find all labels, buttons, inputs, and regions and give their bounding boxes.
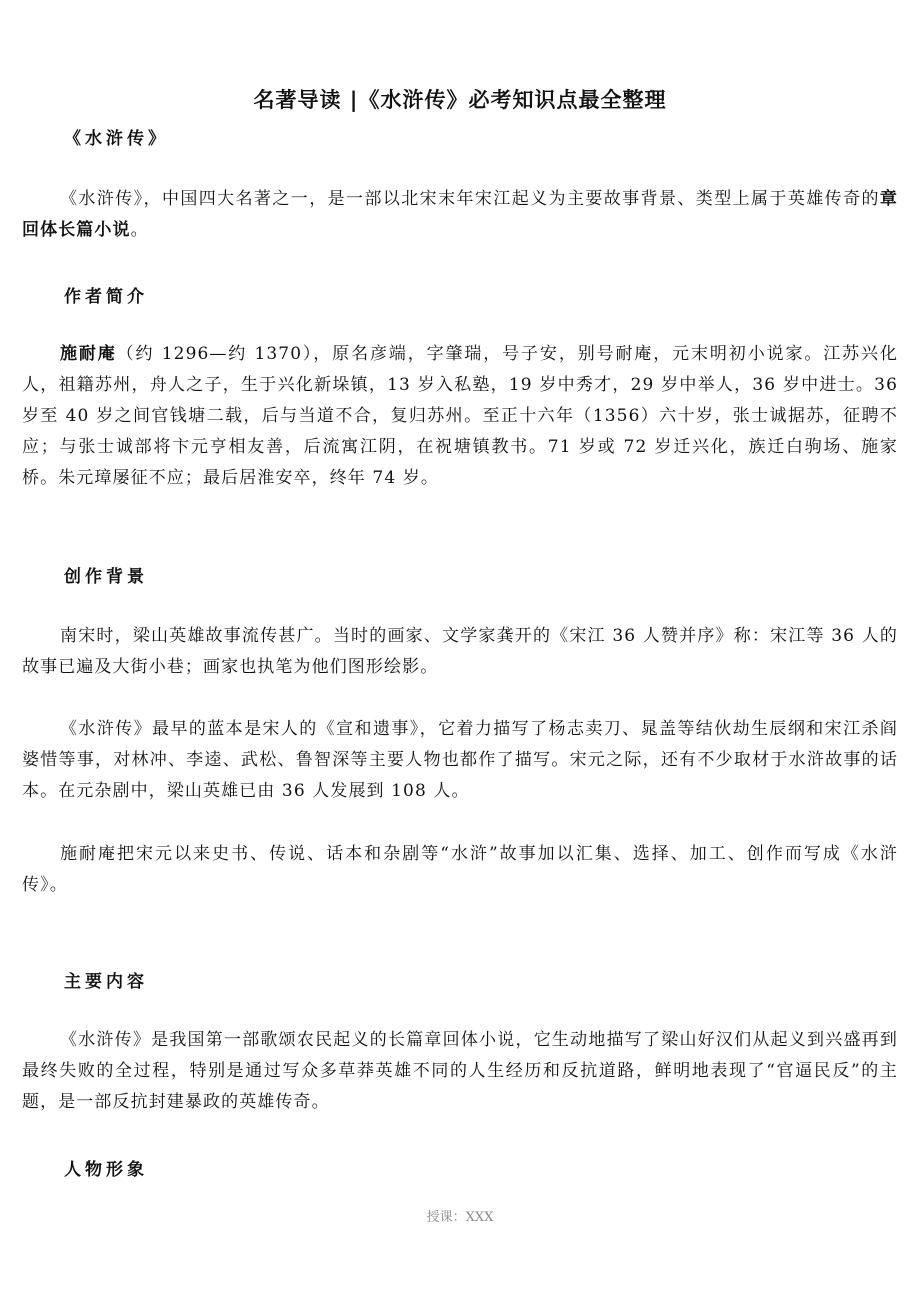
author-bio: （约 1296—约 1370），原名彦端，字肇瑞，号子安，别号耐庵，元末明初小说家。江苏兴化人，祖籍苏州，舟人之子，生于兴化新垛镇，13 岁入私塾，19 岁中秀才，29 岁中举人，36 岁中进士。36 岁至 40 岁之间官钱塘二载，后与当道不合，复归苏州。至正十六年（1356）六十岁，张士诚据苏，征聘不应；与张士诚部将卞元亨相友善，后流寓江阴，在祝塘镇教书。71 岁或 72 岁迁兴化，族迁白驹场、施家桥。朱元璋屡征不应；最后居淮安卒，终年 74 岁。 <box>22 344 898 488</box>
content-heading: 主要内容 <box>64 972 148 992</box>
author-paragraph <box>22 339 898 494</box>
content-paragraph: 《水浒传》是我国第一部歌颂农民起义的长篇章回体小说，它生动地描写了梁山好汉们从起义到兴盛再到最终失败的全过程，特别是通过写众多草莽英雄不同的人生经历和反抗道路，鲜明地表现了“官逼民反”的主题，是一部反抗封建暴政的英雄传奇。 <box>22 1030 898 1112</box>
intro-text-end: 。 <box>130 220 149 240</box>
intro-text: 《水浒传》，中国四大名著之一，是一部以北宋末年宋江起义为主要故事背景、类型上属于英雄传奇的 <box>60 189 880 209</box>
page-footer: 授课：XXX <box>426 1210 494 1225</box>
characters-heading: 人物形象 <box>64 1160 148 1180</box>
background-heading: 创作背景 <box>64 567 148 587</box>
background-paragraph-2: 《水浒传》最早的蓝本是宋人的《宣和遗事》，它着力描写了杨志卖刀、晁盖等结伙劫生辰纲和宋江杀阎婆惜等事，对林冲、李逵、武松、鲁智深等主要人物也都作了描写。宋元之际，还有不少取材于水浒故事的话本。在元杂剧中，梁山英雄已由 36 人发展到 108 人。 <box>22 719 898 801</box>
background-paragraph-3: 施耐庵把宋元以来史书、传说、话本和杂剧等“水浒”故事加以汇集、选择、加工、创作而写成《水浒传》。 <box>22 844 898 895</box>
author-heading: 作者简介 <box>64 287 148 307</box>
intro-paragraph <box>22 184 898 246</box>
intro-bold-text: 章回体长篇小说 <box>22 189 898 240</box>
background-paragraph-1: 南宋时，梁山英雄故事流传甚广。当时的画家、文学家龚开的《宋江 36 人赞并序》称：宋江等 36 人的故事已遍及大街小巷；画家也执笔为他们图形绘影。 <box>22 626 898 677</box>
book-heading: 《水浒传》 <box>64 129 169 149</box>
page-title: 名著导读 |《水浒传》必考知识点最全整理 <box>253 88 667 112</box>
author-name: 施耐庵 <box>60 344 117 364</box>
